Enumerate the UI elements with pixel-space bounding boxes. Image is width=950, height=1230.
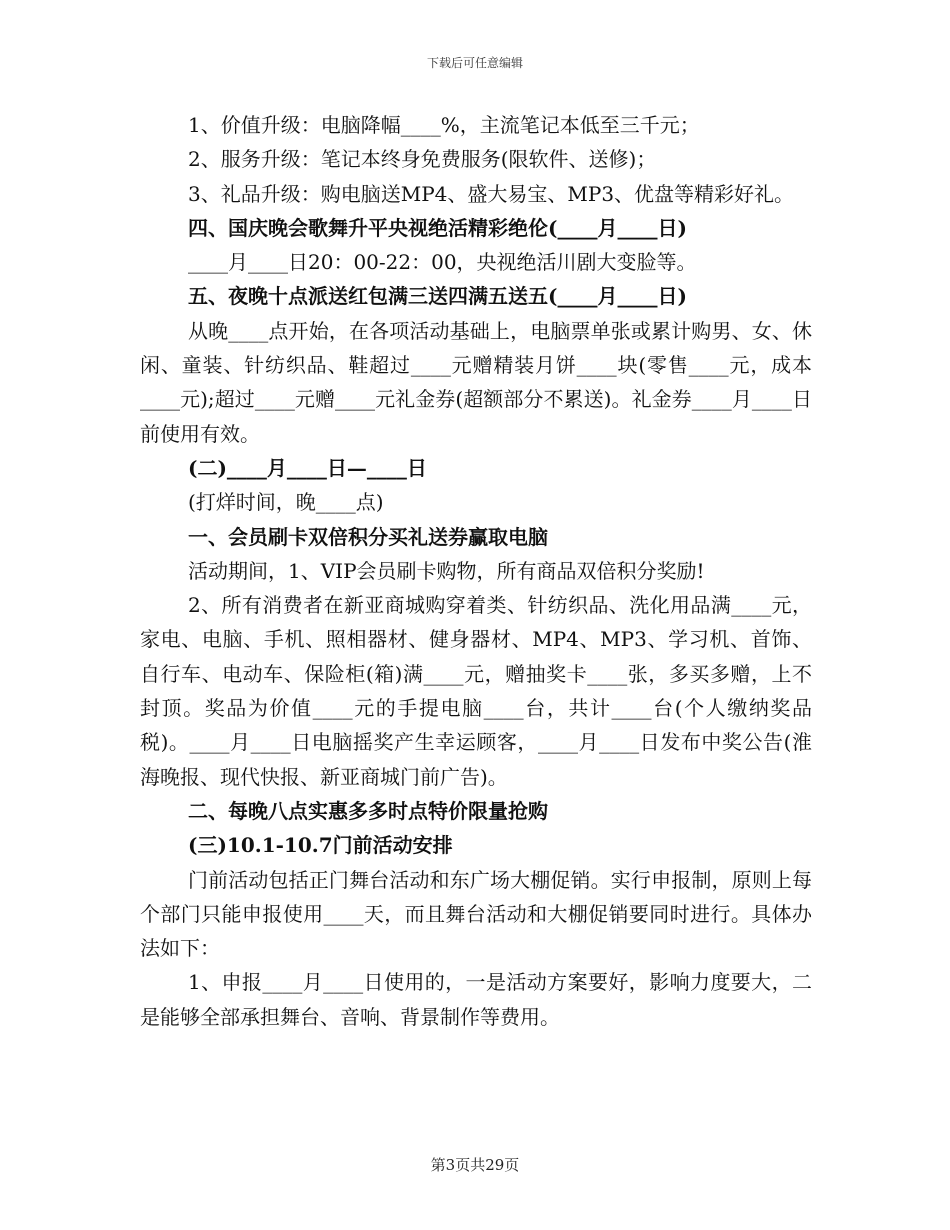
paragraph: 2、服务升级：笔记本终身免费服务(限软件、送修)； — [188, 147, 657, 172]
paragraph: ____月____日20：00-22：00，央视绝活川剧大变脸等。 — [188, 250, 697, 275]
paragraph: 1、价值升级：电脑降幅____%，主流笔记本低至三千元； — [188, 113, 700, 137]
section-heading: (三)10.1-10.7门前活动安排 — [188, 833, 453, 858]
paragraph: 1、申报____月____日使用的，一是活动方案要好，影响力度要大，二是能够全部承担舞台、音响、背景制作等费用。 — [140, 970, 812, 1029]
page-header: 下载后可任意编辑 — [426, 56, 523, 70]
paragraph: 门前活动包括正门舞台活动和东广场大棚促销。实行申报制，原则上每个部门只能申报使用____天，而且舞台活动和大棚促销要同时进行。具体办法如下： — [140, 867, 812, 961]
paragraph: (打烊时间，晚____点) — [188, 490, 384, 515]
section-heading: 五、夜晚十点派送红包满三送四满五送五(____月____日) — [188, 284, 687, 309]
page-number: 第3页共29页 — [430, 1156, 520, 1174]
paragraph: 2、所有消费者在新亚商城购穿着类、针纺织品、洗化用品满____元，家电、电脑、手机、照相器材、健身器材、MP4、MP3、学习机、首饰、自行车、电动车、保险柜(箱)满____元，赠抽奖卡____张，多买多赠，上不封顶。奖品为价值____元的手提电脑____台，共计____台(个人缴纳奖品税)。____月____日电脑摇奖产生幸运顾客，____月____日发布中奖公告(淮海晚报、现代快报、新亚商城门前广告)。 — [140, 593, 812, 789]
section-heading: (二)____月____日—____日 — [188, 455, 427, 480]
paragraph: 3、礼品升级：购电脑送MP4、盛大易宝、MP3、优盘等精彩好礼。 — [188, 181, 795, 206]
section-heading: 四、国庆晚会歌舞升平央视绝活精彩绝伦(____月____日) — [188, 215, 687, 240]
paragraph: 从晚____点开始，在各项活动基础上，电脑票单张或累计购男、女、休闲、童装、针纺织品、鞋超过____元赠精装月饼____块(零售____元，成本____元);超过____元赠____元礼金券(超额部分不累送)。礼金券____月____日前使用有效。 — [140, 318, 812, 446]
paragraph: 活动期间，1、VIP会员刷卡购物，所有商品双倍积分奖励! — [188, 558, 705, 583]
section-heading: 二、每晚八点实惠多多时点特价限量抢购 — [188, 798, 548, 823]
section-heading: 一、会员刷卡双倍积分买礼送券赢取电脑 — [188, 524, 548, 549]
document-body — [140, 108, 812, 1034]
